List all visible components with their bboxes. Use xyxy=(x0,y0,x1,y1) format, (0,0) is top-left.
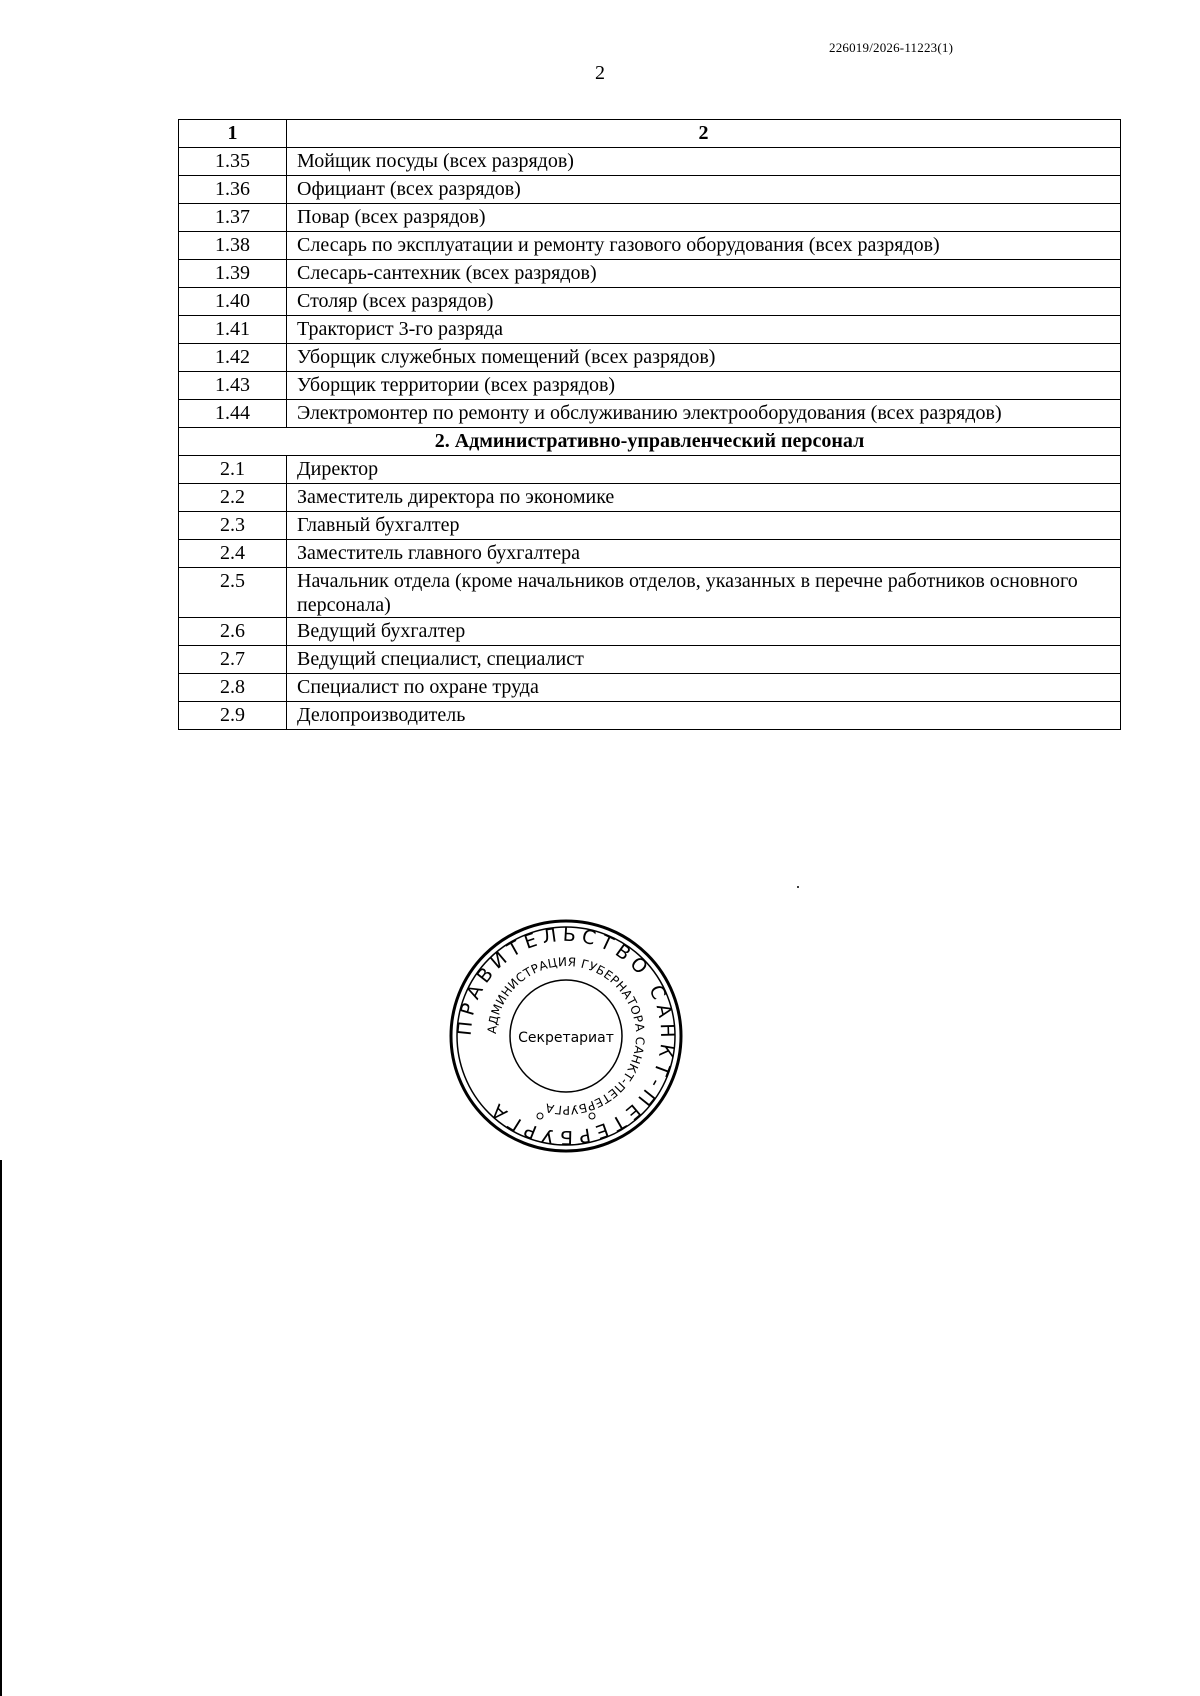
position-title: Заместитель директора по экономике xyxy=(287,484,1121,512)
position-title: Уборщик служебных помещений (всех разрядов) xyxy=(287,344,1121,372)
row-number: 1.39 xyxy=(179,260,287,288)
table-row xyxy=(179,512,1121,540)
section-heading-row xyxy=(179,428,1121,456)
position-title: Ведущий специалист, специалист xyxy=(287,646,1121,674)
table-row xyxy=(179,618,1121,646)
row-number: 2.8 xyxy=(179,674,287,702)
column-header-1: 1 xyxy=(179,120,287,148)
official-seal-stamp xyxy=(448,918,684,1154)
seal-inner-text: АДМИНИСТРАЦИЯ ГУБЕРНАТОРА САНКТ-ПЕТЕРБУРГА xyxy=(484,954,648,1118)
positions-table-body xyxy=(179,120,1121,730)
row-number: 1.37 xyxy=(179,204,287,232)
table-row xyxy=(179,568,1121,618)
position-title: Мойщик посуды (всех разрядов) xyxy=(287,148,1121,176)
position-title: Специалист по охране труда xyxy=(287,674,1121,702)
seal-outer-text: ПРАВИТЕЛЬСТВО САНКТ-ПЕТЕРБУРГА xyxy=(453,923,679,1149)
position-title: Официант (всех разрядов) xyxy=(287,176,1121,204)
scan-edge-line xyxy=(0,1160,2,1696)
row-number: 1.43 xyxy=(179,372,287,400)
position-title: Главный бухгалтер xyxy=(287,512,1121,540)
row-number: 1.42 xyxy=(179,344,287,372)
position-title: Начальник отдела (кроме начальников отделов, указанных в перечне работников основного персонала) xyxy=(287,568,1121,618)
row-number: 1.40 xyxy=(179,288,287,316)
table-row xyxy=(179,260,1121,288)
section-heading: 2. Административно-управленческий персонал xyxy=(179,428,1121,456)
table-row xyxy=(179,540,1121,568)
position-title: Тракторист 3-го разряда xyxy=(287,316,1121,344)
row-number: 2.4 xyxy=(179,540,287,568)
table-row xyxy=(179,646,1121,674)
position-title: Повар (всех разрядов) xyxy=(287,204,1121,232)
position-title: Столяр (всех разрядов) xyxy=(287,288,1121,316)
position-title: Уборщик территории (всех разрядов) xyxy=(287,372,1121,400)
positions-table xyxy=(178,119,1121,730)
row-number: 1.41 xyxy=(179,316,287,344)
column-header-2: 2 xyxy=(287,120,1121,148)
row-number: 1.44 xyxy=(179,400,287,428)
row-number: 2.7 xyxy=(179,646,287,674)
table-row xyxy=(179,148,1121,176)
table-row xyxy=(179,484,1121,512)
position-title: Заместитель главного бухгалтера xyxy=(287,540,1121,568)
table-row xyxy=(179,372,1121,400)
table-row xyxy=(179,204,1121,232)
row-number: 1.38 xyxy=(179,232,287,260)
position-title: Делопроизводитель xyxy=(287,702,1121,730)
table-row xyxy=(179,176,1121,204)
position-title: Директор xyxy=(287,456,1121,484)
position-title: Электромонтер по ремонту и обслуживанию электрооборудования (всех разрядов) xyxy=(287,400,1121,428)
position-title: Слесарь по эксплуатации и ремонту газового оборудования (всех разрядов) xyxy=(287,232,1121,260)
row-number: 2.1 xyxy=(179,456,287,484)
row-number: 2.2 xyxy=(179,484,287,512)
row-number: 2.9 xyxy=(179,702,287,730)
table-row xyxy=(179,456,1121,484)
table-row xyxy=(179,232,1121,260)
table-header-row xyxy=(179,120,1121,148)
table-row xyxy=(179,674,1121,702)
seal-center-text: Секретариат xyxy=(518,1030,614,1046)
table-row xyxy=(179,316,1121,344)
table-row xyxy=(179,288,1121,316)
row-number: 2.6 xyxy=(179,618,287,646)
page-number: 2 xyxy=(595,62,605,84)
position-title: Слесарь-сантехник (всех разрядов) xyxy=(287,260,1121,288)
row-number: 1.35 xyxy=(179,148,287,176)
row-number: 2.5 xyxy=(179,568,287,618)
table-row xyxy=(179,344,1121,372)
row-number: 2.3 xyxy=(179,512,287,540)
row-number: 1.36 xyxy=(179,176,287,204)
table-row xyxy=(179,400,1121,428)
position-title: Ведущий бухгалтер xyxy=(287,618,1121,646)
table-row xyxy=(179,702,1121,730)
scan-speck xyxy=(797,886,799,888)
document-reference-number: 226019/2026-11223(1) xyxy=(829,40,954,55)
